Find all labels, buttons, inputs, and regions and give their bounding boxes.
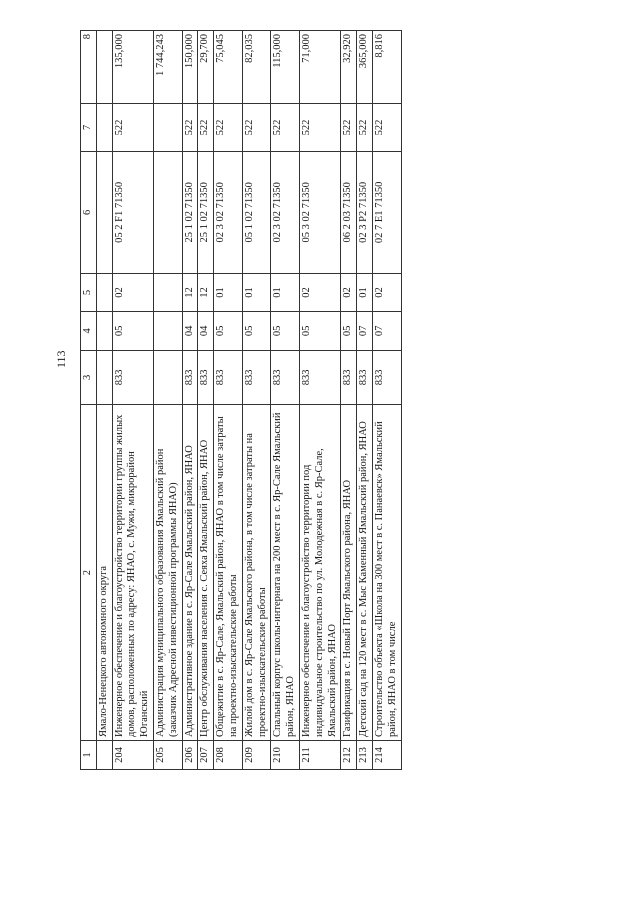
page-number: 113 [54,350,68,368]
row-subsection-code: 01 [214,273,243,311]
row-grbs-code: 833 [341,350,357,405]
table-row [242,31,271,770]
table-row [341,31,357,770]
header-col-3: 3 [81,350,97,405]
table-row [214,31,243,770]
row-subsection-code: 02 [372,273,401,311]
row-number: 212 [341,740,357,769]
row-section-code: 05 [271,312,300,350]
row-subsection-code [153,273,182,311]
row-target-article: 05 1 02 71350 [242,151,271,273]
row-name: Центр обслуживания населения с. Сеяха Ямальский район, ЯНАО [198,405,214,741]
row-name: Спальный корпус школы-интерната на 200 мест в с. Яр-Сале Ямальский район, ЯНАО [271,405,300,741]
row-grbs-code: 833 [112,350,153,405]
row-amount: 71,000 [299,31,340,104]
row-amount: 115,000 [271,31,300,104]
row-number: 211 [299,740,340,769]
budget-table [80,30,402,770]
header-col-5: 5 [81,273,97,311]
row-section-code: 05 [341,312,357,350]
row-grbs-code: 833 [198,350,214,405]
row-number: 214 [372,740,401,769]
row-subsection-code: 01 [242,273,271,311]
continuation-row [96,31,112,770]
header-col-8: 8 [81,31,97,104]
header-row [81,31,97,770]
row-grbs-code: 833 [372,350,401,405]
row-expense-type: 522 [299,104,340,152]
row-target-article: 05 2 F1 71350 [112,151,153,273]
table-row [182,31,198,770]
row-name: Инженерное обеспечение и благоустройство территории группы жилых домов, расположенных по адресу: ЯНАО, с. Мужи, микрорайон Юганский [112,405,153,741]
row-number: 206 [182,740,198,769]
row-expense-type: 522 [112,104,153,152]
row-name: Газификация в с. Новый Порт Ямальского района, ЯНАО [341,405,357,741]
continuation-num-cell [96,740,112,769]
row-section-code: 04 [198,312,214,350]
row-amount: 135,000 [112,31,153,104]
row-subsection-code: 02 [341,273,357,311]
row-section-code: 07 [357,312,373,350]
row-amount: 150,000 [182,31,198,104]
row-amount: 1 744,243 [153,31,182,104]
table-row [372,31,401,770]
row-grbs-code: 833 [271,350,300,405]
row-name: Строительство объекта «Школа на 300 мест в с. Панаевск» Ямальский район, ЯНАО в том числе [372,405,401,741]
header-col-7: 7 [81,104,97,152]
table-body [96,31,401,770]
row-target-article: 02 3 02 71350 [271,151,300,273]
row-number: 205 [153,740,182,769]
row-subsection-code: 12 [198,273,214,311]
table-row [198,31,214,770]
row-number: 213 [357,740,373,769]
row-expense-type: 522 [198,104,214,152]
row-name: Жилой дом в с. Яр-Сале Ямальского района, в том числе затраты на проектно-изыскательские работы [242,405,271,741]
row-subsection-code: 02 [299,273,340,311]
row-target-article [153,151,182,273]
row-amount: 365,000 [357,31,373,104]
table-row [271,31,300,770]
row-name: Инженерное обеспечение и благоустройство территории под индивидуальное строительство по ул. Молодежная в с. Яр-Сале, Ямальский район, ЯНАО [299,405,340,741]
row-subsection-code: 02 [112,273,153,311]
row-number: 207 [198,740,214,769]
row-grbs-code: 833 [242,350,271,405]
row-number: 209 [242,740,271,769]
header-col-6: 6 [81,151,97,273]
header-col-2: 2 [81,405,97,741]
row-target-article: 25 1 02 71350 [182,151,198,273]
row-subsection-code: 12 [182,273,198,311]
table-row [357,31,373,770]
row-subsection-code: 01 [271,273,300,311]
row-amount: 29,700 [198,31,214,104]
row-grbs-code: 833 [182,350,198,405]
header-col-4: 4 [81,312,97,350]
row-name: Детский сад на 120 мест в с. Мыс Каменный Ямальский район, ЯНАО [357,405,373,741]
row-amount: 8,816 [372,31,401,104]
continuation-text: Ямало-Ненецкого автономного округа [96,405,112,741]
row-expense-type: 522 [357,104,373,152]
row-target-article: 02 7 E1 71350 [372,151,401,273]
row-section-code: 05 [214,312,243,350]
rotated-table-wrapper [80,30,615,770]
table-row [299,31,340,770]
row-expense-type: 522 [372,104,401,152]
row-grbs-code: 833 [299,350,340,405]
row-section-code: 05 [242,312,271,350]
row-grbs-code [153,350,182,405]
row-name: Администрация муниципального образования Ямальский район (заказчик Адресной инвестиционной программы ЯНАО) [153,405,182,741]
row-expense-type: 522 [214,104,243,152]
row-name: Общежитие в с. Яр-Сале, Ямальский район, ЯНАО в том числе затраты на проектно-изыскательские работы [214,405,243,741]
row-section-code: 04 [182,312,198,350]
row-expense-type: 522 [271,104,300,152]
row-expense-type: 522 [182,104,198,152]
row-section-code: 05 [299,312,340,350]
row-target-article: 06 2 03 71350 [341,151,357,273]
row-section-code: 05 [112,312,153,350]
row-grbs-code: 833 [357,350,373,405]
row-name: Административное здание в с. Яр-Сале Ямальский район, ЯНАО [182,405,198,741]
row-number: 208 [214,740,243,769]
row-number: 210 [271,740,300,769]
table-row [153,31,182,770]
header-col-1: 1 [81,740,97,769]
row-target-article: 02 3 02 71350 [214,151,243,273]
row-target-article: 02 3 P2 71350 [357,151,373,273]
row-target-article: 05 3 02 71350 [299,151,340,273]
row-expense-type [153,104,182,152]
row-target-article: 25 1 02 71350 [198,151,214,273]
table-row [112,31,153,770]
row-expense-type: 522 [341,104,357,152]
row-section-code [153,312,182,350]
row-amount: 82,035 [242,31,271,104]
row-grbs-code: 833 [214,350,243,405]
row-amount: 75,045 [214,31,243,104]
row-section-code: 07 [372,312,401,350]
row-expense-type: 522 [242,104,271,152]
row-amount: 32,920 [341,31,357,104]
row-subsection-code: 01 [357,273,373,311]
row-number: 204 [112,740,153,769]
